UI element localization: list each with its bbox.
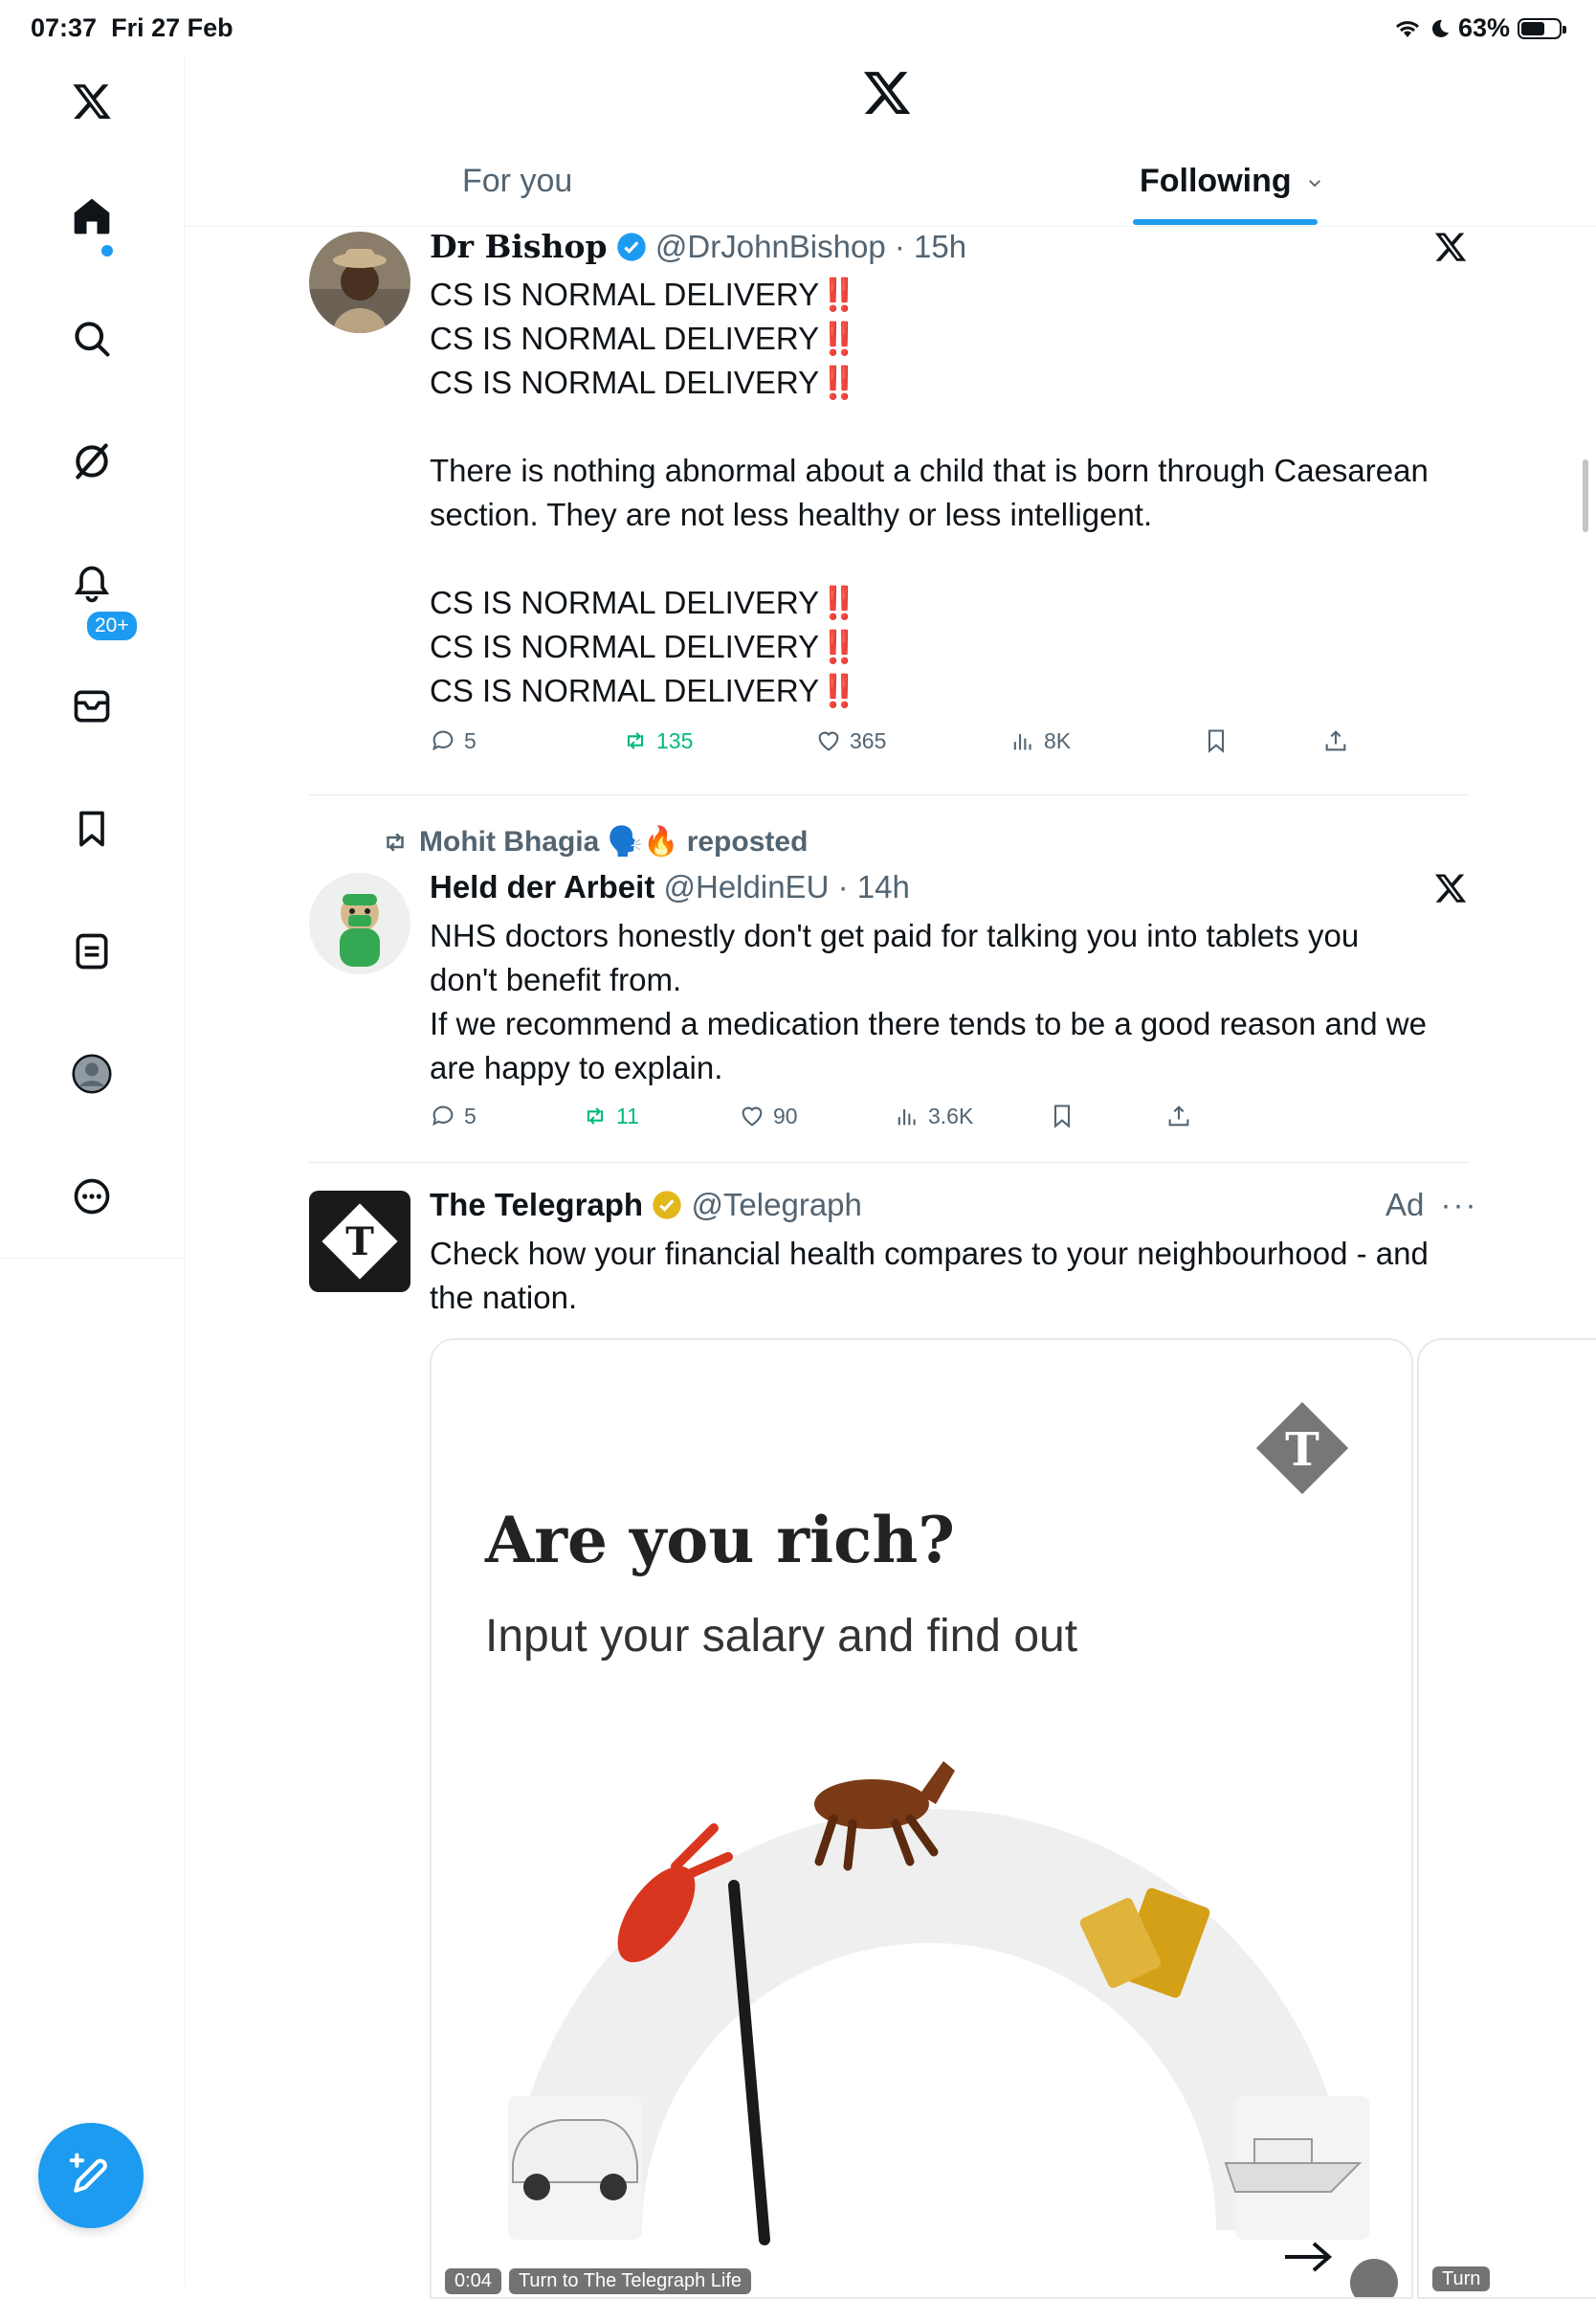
more-options-icon[interactable]: ··· [1440, 1187, 1478, 1222]
author-name[interactable]: Held der Arbeit [430, 869, 655, 904]
mute-icon[interactable] [1350, 2259, 1398, 2299]
tweet-text: Check how your financial health compares to your neighbourhood - and the nation. [430, 1236, 1429, 1315]
lists-icon[interactable] [69, 928, 115, 974]
battery-icon [1518, 18, 1562, 39]
ad-headline: Are you rich? [485, 1503, 955, 1577]
feed-tabs [185, 153, 1596, 227]
ad-subline: Input your salary and find out [485, 1611, 1078, 1662]
reply-button[interactable]: 5 [430, 1103, 477, 1129]
heart-icon [739, 1103, 765, 1129]
tweet-text: CS IS NORMAL DELIVERY‼️ CS IS NORMAL DELIVERY‼️ CS IS NORMAL DELIVERY‼️ There is nothing abnormal about a child that is born through Caesarean section. They are not less healthy or less intelligent. CS IS NORMAL DELIVERY‼️ CS IS NORMAL DELIVERY‼️ CS IS NORMAL DELIVERY‼️ [430, 277, 1429, 708]
svg-text:T: T [345, 1219, 374, 1264]
heart-icon [815, 727, 842, 754]
ad-label: Ad ··· [1385, 1187, 1478, 1222]
tweet-header: Dr Bishop @DrJohnBishop · 15h [430, 228, 967, 265]
moon-icon [1430, 18, 1451, 39]
tweet-divider [309, 1162, 1470, 1163]
bookmark-button[interactable] [1203, 727, 1230, 754]
video-overlay [445, 2268, 751, 2294]
home-unread-dot [101, 245, 113, 257]
wifi-icon [1393, 18, 1422, 39]
tweet-time[interactable]: 14h [856, 869, 910, 904]
compose-icon [65, 2150, 117, 2201]
repost-icon [622, 727, 649, 754]
compose-button[interactable] [38, 2123, 144, 2228]
sidebar [0, 57, 185, 2286]
repost-icon [582, 1103, 609, 1129]
repost-context[interactable]: Mohit Bhagia 🗣️🔥 reposted [381, 825, 808, 859]
repost-icon [381, 828, 410, 857]
tweet-divider [309, 794, 1470, 795]
verified-gold-badge-icon [652, 1190, 682, 1220]
telegraph-logo-icon [316, 1197, 404, 1285]
x-logo-icon[interactable] [69, 78, 115, 124]
status-time: 07:37 Fri 27 Feb [31, 13, 233, 42]
telegraph-logo-avatar[interactable] [309, 1191, 410, 1292]
verified-badge-icon [616, 232, 647, 262]
sidebar-divider [0, 1258, 184, 1259]
avatar[interactable] [309, 873, 410, 974]
bookmark-button[interactable] [1049, 1103, 1075, 1129]
like-button[interactable]: 90 [739, 1103, 798, 1129]
notifications-icon[interactable] [69, 561, 115, 607]
share-button[interactable] [1165, 1103, 1192, 1129]
share-icon [1165, 1103, 1192, 1129]
avatar[interactable] [309, 232, 410, 333]
home-icon[interactable] [69, 193, 115, 239]
like-button[interactable]: 365 [815, 727, 886, 754]
tab-for-you[interactable]: For you [462, 163, 573, 199]
profile-icon[interactable] [69, 1051, 115, 1097]
video-caption: Turn [1432, 2266, 1490, 2291]
battery-percent: 63% [1457, 13, 1510, 42]
repost-button[interactable]: 11 [582, 1103, 639, 1129]
search-icon[interactable] [69, 316, 115, 362]
share-icon [1322, 727, 1349, 754]
share-button[interactable] [1322, 727, 1349, 754]
tweet-header [430, 1187, 862, 1223]
more-icon[interactable] [69, 1173, 115, 1219]
active-tab-indicator [1133, 219, 1318, 225]
notifications-badge: 20+ [84, 609, 140, 643]
messages-icon[interactable] [69, 683, 115, 729]
ad-media-card[interactable] [430, 1338, 1413, 2299]
dismiss-x-icon[interactable] [1433, 230, 1468, 269]
reply-icon [430, 727, 456, 754]
repost-button[interactable]: 135 [622, 727, 693, 754]
reply-button[interactable]: 5 [430, 727, 477, 754]
ad-media-card-next[interactable] [1417, 1338, 1596, 2299]
video-caption: Turn to The Telegraph Life [509, 2268, 751, 2294]
tweet-text: NHS doctors honestly don't get paid for talking you into tablets you don't benefit from. If we recommend a medication there tends to be a good reason and we are happy to explain. [430, 918, 1427, 1085]
bookmarks-icon[interactable] [69, 806, 115, 852]
tab-following[interactable]: Following [1140, 163, 1323, 200]
views-icon [894, 1103, 920, 1129]
author-handle[interactable]: @Telegraph [691, 1187, 862, 1222]
svg-text:T: T [1285, 1423, 1319, 1477]
telegraph-watermark-icon [1247, 1393, 1358, 1504]
reply-icon [430, 1103, 456, 1129]
tweet-time[interactable]: 15h [914, 229, 967, 264]
author-handle[interactable]: @DrJohnBishop [654, 229, 886, 264]
tweet-header: Held der Arbeit @HeldinEU · 14h [430, 869, 910, 904]
chevron-down-icon[interactable] [1306, 174, 1323, 191]
author-name[interactable]: The Telegraph [430, 1187, 644, 1222]
tweet-actions [0, 1103, 1596, 1141]
dismiss-x-icon[interactable] [1433, 871, 1468, 910]
arrow-right-icon[interactable] [1281, 2238, 1335, 2276]
tweet-actions [0, 727, 1596, 766]
grok-icon[interactable] [69, 438, 115, 484]
header-x-logo-icon[interactable] [861, 67, 913, 123]
video-timestamp: 0:04 [445, 2268, 501, 2294]
wealth-gauge-illustration [470, 1752, 1388, 2288]
author-handle[interactable]: @HeldinEU [663, 869, 830, 904]
scroll-indicator[interactable] [1583, 459, 1588, 532]
views-button[interactable]: 8K [1009, 727, 1071, 754]
bookmark-icon [1203, 727, 1230, 754]
author-name[interactable]: Dr Bishop [430, 228, 608, 265]
status-icons [1393, 13, 1562, 43]
video-overlay [1432, 2268, 1490, 2290]
views-icon [1009, 727, 1036, 754]
views-button[interactable]: 3.6K [894, 1103, 973, 1129]
bookmark-icon [1049, 1103, 1075, 1129]
